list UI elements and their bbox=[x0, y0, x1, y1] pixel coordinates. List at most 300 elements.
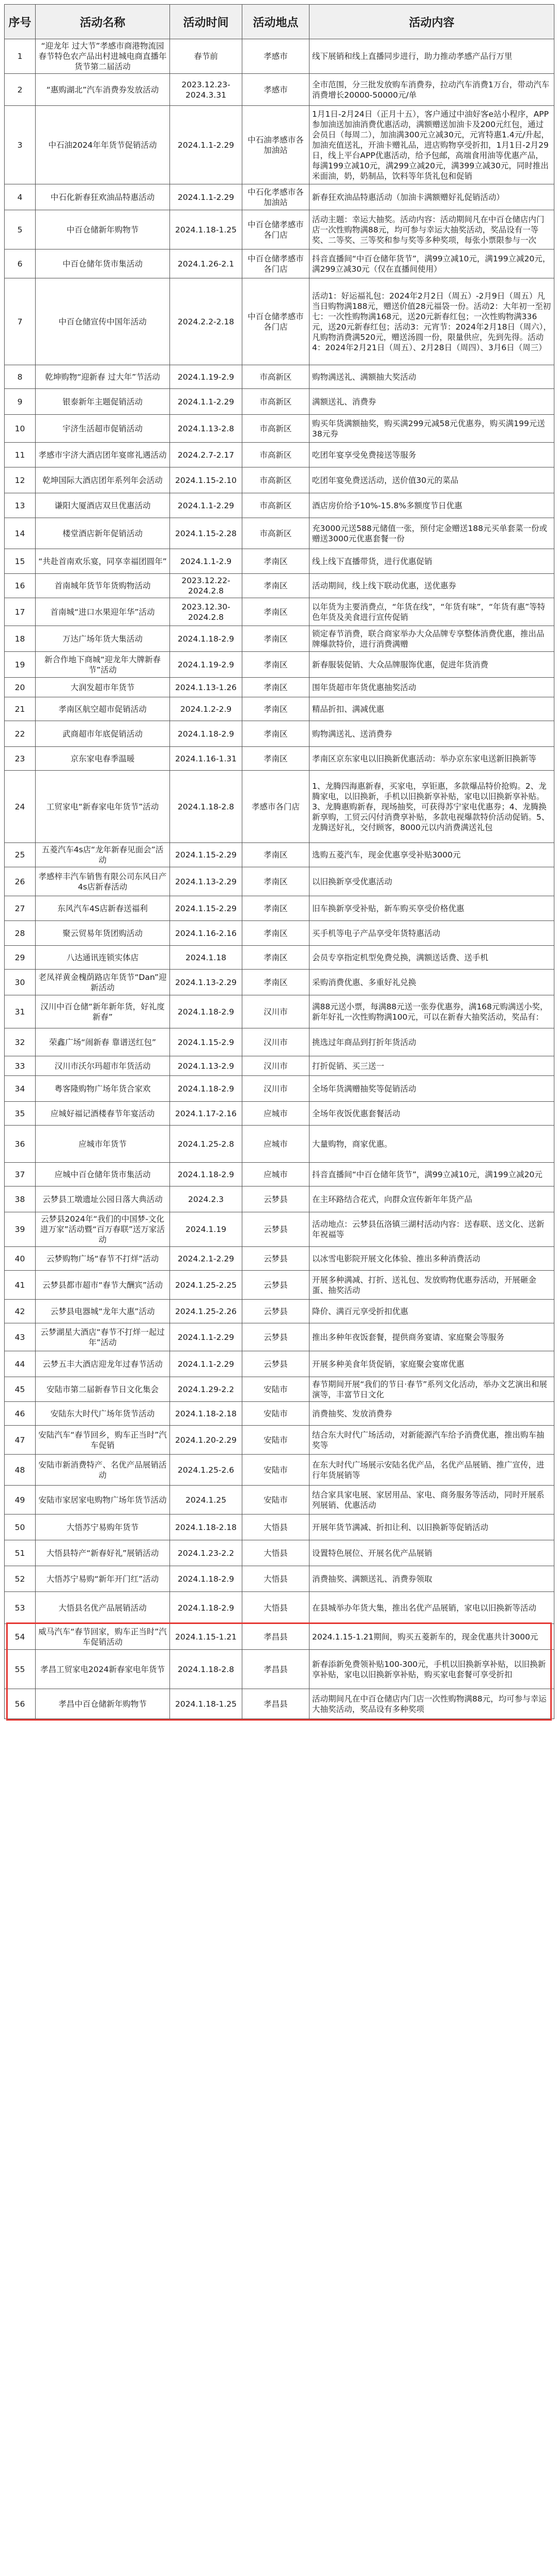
table-row bbox=[5, 549, 554, 574]
cell-place: 中百仓储孝感市各门店 bbox=[242, 249, 309, 278]
cell-time: 2024.1.1-2.29 bbox=[170, 493, 242, 518]
cell-time: 2024.1.23-2.2 bbox=[170, 1540, 242, 1566]
cell-place: 孝南区 bbox=[242, 747, 309, 771]
cell-num: 34 bbox=[5, 1076, 36, 1102]
cell-desc: 在县城举办年货大集，推出名优产品展销，家电以旧换新等活动 bbox=[309, 1592, 554, 1624]
table-row bbox=[5, 415, 554, 443]
cell-desc: 购物满送礼、满额抽大奖活动 bbox=[309, 365, 554, 389]
cell-place: 市高新区 bbox=[242, 415, 309, 443]
cell-name: “迎龙年 过大节”孝感市商港物流园春节特色农产品出村进城电商直播年货节第二届活动 bbox=[36, 39, 170, 74]
cell-place: 大悟县 bbox=[242, 1566, 309, 1592]
cell-time: 2024.1.16-1.31 bbox=[170, 747, 242, 771]
table-row bbox=[5, 747, 554, 771]
cell-name: 安陆市第二届新春节日文化集会 bbox=[36, 1377, 170, 1402]
cell-place: 汉川市 bbox=[242, 1076, 309, 1102]
cell-desc: 活动期间，线上线下联动优惠，送优惠券 bbox=[309, 574, 554, 598]
cell-name: 银泰新年主题促销活动 bbox=[36, 389, 170, 415]
cell-desc: 1月1日-2月24日（正月十五），客户通过中油好客e站小程序，APP参加油送加油消费优惠活动，满额赠送加油卡及200元红包，通过会员日（每周二），加油满300元立减30元，元宵特惠1.4元/升起，加油充值送礼，开油卡赠礼品，进店购物享受折扣，1月1日-2月29日，线上平台APP优惠活动，给予包邮，高端食用油等优惠产品，每满199立减10元，满299立减20元，满399立减30元，同时推出米面油，奶，奶制品，饮料等年货礼包和促销 bbox=[309, 106, 554, 184]
table-row bbox=[5, 771, 554, 843]
cell-time: 2024.1.25-2.6 bbox=[170, 1455, 242, 1486]
cell-num: 43 bbox=[5, 1323, 36, 1351]
cell-num: 32 bbox=[5, 1028, 36, 1056]
cell-time: 2024.1.1-2.29 bbox=[170, 389, 242, 415]
cell-name: 云梦县工墩遗址公园日落大典活动 bbox=[36, 1186, 170, 1212]
cell-place: 应城市 bbox=[242, 1163, 309, 1186]
cell-desc: 新春添新免费领补贴100-300元，手机以旧换新享补贴，以旧换新享补贴，家电以旧换新享补贴，购买家电套餐可享受折扣 bbox=[309, 1650, 554, 1689]
cell-name: 汉川市沃尔玛超市年货活动 bbox=[36, 1056, 170, 1076]
cell-desc: 活动主题：幸运大抽奖。活动内容：活动期间凡在中百仓储店内门店一次性购物满88元，均可参与幸运大抽奖活动，奖品设有一等奖、二等奖、三等奖和参与奖等多种奖项，每张小票限参与一次 bbox=[309, 210, 554, 249]
cell-num: 4 bbox=[5, 184, 36, 210]
cell-num: 19 bbox=[5, 652, 36, 678]
table-row bbox=[5, 1056, 554, 1076]
cell-num: 23 bbox=[5, 747, 36, 771]
cell-desc: 大量购物，商家优惠。 bbox=[309, 1126, 554, 1163]
cell-place: 孝南区 bbox=[242, 843, 309, 867]
table-row bbox=[5, 1163, 554, 1186]
table-row bbox=[5, 1377, 554, 1402]
cell-place: 市高新区 bbox=[242, 518, 309, 549]
table-header-row bbox=[5, 5, 554, 39]
cell-place: 安陆市 bbox=[242, 1486, 309, 1515]
cell-desc: 1、龙腾四海惠新春，买家电，享钜惠，多款爆品特价抢购。2、龙腾家电，以旧换新，手机以旧换新享补贴，家电以旧换新享补贴。3、龙腾惠购新春，现场抽奖，可获得苏宁家电优惠券；4、龙腾换新享购，工贸云闪付消费享补贴，多款电视爆款特价活动促销。5、龙腾送好礼，交付顾客，8000元以内消费满送礼包 bbox=[309, 771, 554, 843]
cell-time: 2024.2.1-2.29 bbox=[170, 1247, 242, 1271]
cell-name: 中百仓储新年购物节 bbox=[36, 210, 170, 249]
cell-time: 2024.1.18-2.9 bbox=[170, 995, 242, 1028]
cell-name: 安陆东大时代广场年货节活动 bbox=[36, 1402, 170, 1426]
document-page bbox=[4, 4, 554, 1719]
cell-desc: 选购五菱汽车，现金优惠享受补贴3000元 bbox=[309, 843, 554, 867]
cell-place: 中石油孝感市各加油站 bbox=[242, 106, 309, 184]
cell-desc: 开展年货节满减、折扣让利、以旧换新等促销活动 bbox=[309, 1515, 554, 1540]
cell-place: 孝南区 bbox=[242, 574, 309, 598]
cell-desc: 线下展销和线上直播同步进行，助力推动孝感产品行万里 bbox=[309, 39, 554, 74]
table-row bbox=[5, 626, 554, 652]
cell-name: 乾坤国际大酒店团年系列年会活动 bbox=[36, 467, 170, 493]
cell-place: 安陆市 bbox=[242, 1377, 309, 1402]
cell-desc: 旧车换新享受补贴，新车购买享受价格优惠 bbox=[309, 896, 554, 921]
header-time: 活动时间 bbox=[170, 5, 242, 39]
cell-time: 2023.12.30-2024.2.8 bbox=[170, 598, 242, 626]
cell-num: 1 bbox=[5, 39, 36, 74]
cell-num: 6 bbox=[5, 249, 36, 278]
cell-name: 安陆市新消费特产、名优产品展销活动 bbox=[36, 1455, 170, 1486]
cell-desc: 采购消费优惠、多重好礼兑换 bbox=[309, 970, 554, 995]
cell-time: 2024.1.18-1.25 bbox=[170, 210, 242, 249]
cell-place: 孝南区 bbox=[242, 970, 309, 995]
cell-time: 2024.1.1-2.29 bbox=[170, 1351, 242, 1377]
cell-num: 10 bbox=[5, 415, 36, 443]
cell-place: 云梦县 bbox=[242, 1212, 309, 1247]
table-row bbox=[5, 1351, 554, 1377]
cell-name: 中百仓储年货市集活动 bbox=[36, 249, 170, 278]
table-row bbox=[5, 843, 554, 867]
cell-num: 38 bbox=[5, 1186, 36, 1212]
cell-name: 楼堂酒店新年促销活动 bbox=[36, 518, 170, 549]
cell-time: 2024.1.25-2.8 bbox=[170, 1126, 242, 1163]
cell-num: 9 bbox=[5, 389, 36, 415]
cell-place: 孝昌县 bbox=[242, 1650, 309, 1689]
cell-place: 云梦县 bbox=[242, 1300, 309, 1323]
table-row bbox=[5, 1126, 554, 1163]
cell-time: 2024.1.1-2.29 bbox=[170, 1323, 242, 1351]
table-row bbox=[5, 74, 554, 106]
cell-name: 武商超市年底促销活动 bbox=[36, 721, 170, 747]
cell-num: 25 bbox=[5, 843, 36, 867]
cell-desc: 在东大时代广场展示安陆名优产品，名优产品展销、推广宣传，进行年货展销等 bbox=[309, 1455, 554, 1486]
cell-num: 42 bbox=[5, 1300, 36, 1323]
cell-desc: 锁定春节消费，联合商家举办大众品牌专享整体消费优惠，推出品牌爆款特价，进行消费满赠 bbox=[309, 626, 554, 652]
table-row bbox=[5, 1689, 554, 1719]
cell-name: 首南城年货节年货购物活动 bbox=[36, 574, 170, 598]
cell-name: 大悟县名优产品展销活动 bbox=[36, 1592, 170, 1624]
cell-time: 2024.1.15-2.29 bbox=[170, 896, 242, 921]
cell-place: 中百仓储孝感市各门店 bbox=[242, 278, 309, 365]
cell-num: 55 bbox=[5, 1650, 36, 1689]
cell-desc: 结合家具家电展、家居用品、家电、商务服务等活动，同时开展系列展销、优惠活动 bbox=[309, 1486, 554, 1515]
cell-time: 2024.1.25 bbox=[170, 1486, 242, 1515]
cell-time: 2024.1.1-2.29 bbox=[170, 184, 242, 210]
cell-place: 云梦县 bbox=[242, 1247, 309, 1271]
cell-time: 2024.1.18-2.8 bbox=[170, 1650, 242, 1689]
table-row bbox=[5, 598, 554, 626]
cell-place: 孝南区 bbox=[242, 946, 309, 970]
cell-num: 17 bbox=[5, 598, 36, 626]
cell-place: 云梦县 bbox=[242, 1271, 309, 1300]
cell-num: 56 bbox=[5, 1689, 36, 1719]
table-row bbox=[5, 1102, 554, 1126]
cell-time: 2024.1.18-2.9 bbox=[170, 1592, 242, 1624]
cell-num: 2 bbox=[5, 74, 36, 106]
cell-name: 新合作地下商城“迎龙年大牌新春节”活动 bbox=[36, 652, 170, 678]
cell-desc: 开展多种美食年货促销，家庭聚会宴席优惠 bbox=[309, 1351, 554, 1377]
cell-time: 2024.1.17-2.16 bbox=[170, 1102, 242, 1126]
cell-time: 2024.1.15-2.9 bbox=[170, 1028, 242, 1056]
cell-num: 40 bbox=[5, 1247, 36, 1271]
cell-time: 2024.1.19-2.9 bbox=[170, 652, 242, 678]
cell-time: 2024.1.19 bbox=[170, 1212, 242, 1247]
table-row bbox=[5, 1486, 554, 1515]
cell-name: 中石油2024年年货节促销活动 bbox=[36, 106, 170, 184]
cell-desc: 推出多种年夜饭套餐，提供商务宴请、家庭聚会等服务 bbox=[309, 1323, 554, 1351]
table-row bbox=[5, 1650, 554, 1689]
cell-name: 乾坤购物“迎新春 过大年”节活动 bbox=[36, 365, 170, 389]
cell-num: 21 bbox=[5, 697, 36, 721]
cell-desc: 充3000元送588元储值一张，预付定金赠送188元买单套菜一份或赠送3000元优惠套餐一份 bbox=[309, 518, 554, 549]
cell-place: 应城市 bbox=[242, 1102, 309, 1126]
cell-name: 荣鑫广场“闹新春 靠谱送红包” bbox=[36, 1028, 170, 1056]
cell-name: 应城市年货节 bbox=[36, 1126, 170, 1163]
cell-place: 中石化孝感市各加油站 bbox=[242, 184, 309, 210]
cell-time: 春节前 bbox=[170, 39, 242, 74]
table-row bbox=[5, 1566, 554, 1592]
cell-name: 大润发超市年货节 bbox=[36, 678, 170, 697]
cell-num: 53 bbox=[5, 1592, 36, 1624]
cell-time: 2024.1.15-2.10 bbox=[170, 467, 242, 493]
cell-desc: 结合东大时代广场活动，对新能源汽车给予消费优惠，推出购车抽奖等 bbox=[309, 1426, 554, 1455]
cell-place: 汉川市 bbox=[242, 1028, 309, 1056]
cell-num: 27 bbox=[5, 896, 36, 921]
cell-desc: 降价、满百元享受折扣优惠 bbox=[309, 1300, 554, 1323]
table-row bbox=[5, 995, 554, 1028]
cell-place: 汉川市 bbox=[242, 1056, 309, 1076]
cell-time: 2024.1.2-2.9 bbox=[170, 697, 242, 721]
cell-num: 41 bbox=[5, 1271, 36, 1300]
cell-desc: 孝南区京东家电以旧换新优惠活动：举办京东家电送新旧换新等 bbox=[309, 747, 554, 771]
cell-name: 孝昌工贸家电2024新春家电年货节 bbox=[36, 1650, 170, 1689]
cell-time: 2024.1.13-2.9 bbox=[170, 1056, 242, 1076]
cell-num: 11 bbox=[5, 443, 36, 467]
table-row bbox=[5, 896, 554, 921]
cell-place: 孝感市各门店 bbox=[242, 771, 309, 843]
header-num: 序号 bbox=[5, 5, 36, 39]
cell-desc: 满额送礼、消费券 bbox=[309, 389, 554, 415]
cell-desc: 全市范围，分三批发放购车消费券，拉动汽车消费1万台，带动汽车消费增长20000-50000元/单 bbox=[309, 74, 554, 106]
cell-time: 2024.1.18-2.9 bbox=[170, 1163, 242, 1186]
cell-time: 2024.2.3 bbox=[170, 1186, 242, 1212]
cell-name: 京东家电春季温暖 bbox=[36, 747, 170, 771]
cell-desc: 满88元送小票，每满88元送一张券优惠券，满168元购满送小奖，新年好礼一次性购物满100元，可以在新春大抽奖活动，奖品有： bbox=[309, 995, 554, 1028]
cell-place: 云梦县 bbox=[242, 1186, 309, 1212]
cell-desc: 活动1：好运福礼包：2024年2月2日（周五）-2月9日（周五）凡当日购物满188元，赠送价值28元福袋一份。活动2：大年初一至初七：一次性购物满168元，送20元新春红包；一次性购物满336元，送20元新春红包；活动3：元宵节：2024年2月18日（周六），凡购物消费满520元，赠送汤圆一份，限量供应，先到先得。活动4：2024年2月21日（周五）、2月28日（周四）、3月6日（周三） bbox=[309, 278, 554, 365]
cell-place: 市高新区 bbox=[242, 365, 309, 389]
cell-name: 五菱汽车4s店“龙年新春见面会”活动 bbox=[36, 843, 170, 867]
table-row bbox=[5, 1402, 554, 1426]
cell-place: 安陆市 bbox=[242, 1426, 309, 1455]
cell-num: 30 bbox=[5, 970, 36, 995]
table-row bbox=[5, 1515, 554, 1540]
table-row bbox=[5, 921, 554, 946]
cell-desc: 吃团年宴享受免费接送等服务 bbox=[309, 443, 554, 467]
cell-name: 万达广场年货大集活动 bbox=[36, 626, 170, 652]
cell-desc: 新春狂欢油品特惠活动（加油卡满额赠好礼促销活动） bbox=[309, 184, 554, 210]
cell-num: 29 bbox=[5, 946, 36, 970]
cell-place: 安陆市 bbox=[242, 1455, 309, 1486]
cell-desc: 消费抽奖、满额送礼、消费券领取 bbox=[309, 1566, 554, 1592]
cell-name: 云梦县电器城“龙年大惠”活动 bbox=[36, 1300, 170, 1323]
cell-num: 51 bbox=[5, 1540, 36, 1566]
cell-num: 24 bbox=[5, 771, 36, 843]
cell-num: 26 bbox=[5, 867, 36, 896]
cell-num: 46 bbox=[5, 1402, 36, 1426]
cell-desc: 抖音直播间“中百仓储年货节”，满99立减10元，满199立减20元 bbox=[309, 1163, 554, 1186]
cell-place: 应城市 bbox=[242, 1126, 309, 1163]
cell-desc: 围年货超市年货优惠抽奖活动 bbox=[309, 678, 554, 697]
table-row bbox=[5, 652, 554, 678]
cell-place: 云梦县 bbox=[242, 1323, 309, 1351]
table-row bbox=[5, 184, 554, 210]
cell-desc: 精品折扣、满减优惠 bbox=[309, 697, 554, 721]
table-row bbox=[5, 1540, 554, 1566]
cell-place: 孝南区 bbox=[242, 697, 309, 721]
cell-place: 孝南区 bbox=[242, 678, 309, 697]
table-row bbox=[5, 1212, 554, 1247]
table-row bbox=[5, 721, 554, 747]
cell-name: 老凤祥黄金槐荫路店年货节“Dan”迎新活动 bbox=[36, 970, 170, 995]
table-row bbox=[5, 1455, 554, 1486]
table-row bbox=[5, 389, 554, 415]
cell-name: 大悟县特产“新春好礼”展销活动 bbox=[36, 1540, 170, 1566]
table-row bbox=[5, 467, 554, 493]
cell-desc: 购买年货满额抽奖，购买满299元减58元优惠券，购买满199元送38元券 bbox=[309, 415, 554, 443]
table-row bbox=[5, 518, 554, 549]
table-row bbox=[5, 1271, 554, 1300]
cell-desc: 消费抽奖、发放消费券 bbox=[309, 1402, 554, 1426]
cell-time: 2024.1.18-2.8 bbox=[170, 771, 242, 843]
cell-time: 2024.1.1-2.29 bbox=[170, 106, 242, 184]
cell-time: 2024.1.18 bbox=[170, 946, 242, 970]
cell-num: 39 bbox=[5, 1212, 36, 1247]
table-row bbox=[5, 443, 554, 467]
cell-num: 31 bbox=[5, 995, 36, 1028]
cell-num: 44 bbox=[5, 1351, 36, 1377]
cell-time: 2024.1.15-2.29 bbox=[170, 843, 242, 867]
cell-name: “惠购湖北”汽车消费券发放活动 bbox=[36, 74, 170, 106]
cell-time: 2024.1.29-2.2 bbox=[170, 1377, 242, 1402]
cell-name: 中百仓储宣传中国年活动 bbox=[36, 278, 170, 365]
cell-desc: 活动地点：云梦县伍洛镇三湖村活动内容：送春联、送文化、送新年祝福等 bbox=[309, 1212, 554, 1247]
cell-num: 33 bbox=[5, 1056, 36, 1076]
cell-place: 孝南区 bbox=[242, 721, 309, 747]
cell-name: 谦阳大厦酒店双旦优惠活动 bbox=[36, 493, 170, 518]
cell-name: 云梦县2024年“我们的中国梦-文化进万家”活动暨“百万春联”送万家活动 bbox=[36, 1212, 170, 1247]
cell-place: 孝南区 bbox=[242, 598, 309, 626]
cell-place: 孝南区 bbox=[242, 896, 309, 921]
cell-name: 东风汽车4S店新春送福利 bbox=[36, 896, 170, 921]
cell-name: 安陆市家居家电购物广场年货节活动 bbox=[36, 1486, 170, 1515]
cell-name: 八达通讯连锁实体店 bbox=[36, 946, 170, 970]
cell-desc: 2024.1.15-1.21期间，购买五菱新车的，现金优惠共计3000元 bbox=[309, 1624, 554, 1650]
table-row bbox=[5, 1426, 554, 1455]
cell-name: 云梦湖星大酒店“春节不打烊一起过年”活动 bbox=[36, 1323, 170, 1351]
table-row bbox=[5, 697, 554, 721]
cell-num: 8 bbox=[5, 365, 36, 389]
cell-place: 市高新区 bbox=[242, 493, 309, 518]
table-row bbox=[5, 1592, 554, 1624]
table-row bbox=[5, 1323, 554, 1351]
cell-name: 应城好福记酒楼春节年宴活动 bbox=[36, 1102, 170, 1126]
cell-num: 45 bbox=[5, 1377, 36, 1402]
cell-desc: 吃团年宴免费送活动，送价值30元的菜品 bbox=[309, 467, 554, 493]
table-row bbox=[5, 1247, 554, 1271]
cell-place: 孝昌县 bbox=[242, 1624, 309, 1650]
cell-name: 工贸家电“新春家电年货节”活动 bbox=[36, 771, 170, 843]
table-row bbox=[5, 106, 554, 184]
cell-place: 云梦县 bbox=[242, 1351, 309, 1377]
table-row bbox=[5, 1300, 554, 1323]
cell-num: 14 bbox=[5, 518, 36, 549]
cell-time: 2024.1.13-2.29 bbox=[170, 867, 242, 896]
cell-name: 宇济生活超市促销活动 bbox=[36, 415, 170, 443]
cell-desc: 活动期间凡在中百仓储店内门店一次性购物满88元，均可参与幸运大抽奖活动，奖品设有多种奖项 bbox=[309, 1689, 554, 1719]
table-row bbox=[5, 1076, 554, 1102]
cell-desc: 全场年货满赠抽奖等促销活动 bbox=[309, 1076, 554, 1102]
cell-place: 大悟县 bbox=[242, 1540, 309, 1566]
cell-num: 36 bbox=[5, 1126, 36, 1163]
cell-num: 7 bbox=[5, 278, 36, 365]
cell-place: 中百仓储孝感市各门店 bbox=[242, 210, 309, 249]
cell-time: 2024.1.20-2.29 bbox=[170, 1426, 242, 1455]
cell-desc: 以冰雪电影院开展文化体验、推出多种消费活动 bbox=[309, 1247, 554, 1271]
cell-num: 37 bbox=[5, 1163, 36, 1186]
cell-time: 2024.1.25-2.25 bbox=[170, 1271, 242, 1300]
cell-num: 35 bbox=[5, 1102, 36, 1126]
cell-place: 市高新区 bbox=[242, 467, 309, 493]
table-row bbox=[5, 1186, 554, 1212]
cell-num: 12 bbox=[5, 467, 36, 493]
cell-name: 汉川中百仓储“新年新年货，好礼度新春” bbox=[36, 995, 170, 1028]
cell-name: 云梦购物广场“春节不打烊”活动 bbox=[36, 1247, 170, 1271]
events-table bbox=[4, 4, 554, 1719]
cell-place: 孝感市 bbox=[242, 74, 309, 106]
cell-time: 2024.1.18-1.25 bbox=[170, 1689, 242, 1719]
cell-time: 2024.2.7-2.17 bbox=[170, 443, 242, 467]
cell-time: 2024.1.13-2.8 bbox=[170, 415, 242, 443]
cell-desc: 以年货为主要消费点，“年货在线”，“年货有味”，“年货有惠”等特色年货及美食进行宣传促销 bbox=[309, 598, 554, 626]
cell-time: 2024.1.18-2.18 bbox=[170, 1402, 242, 1426]
cell-place: 孝昌县 bbox=[242, 1689, 309, 1719]
cell-name: 中石化新春狂欢油品特惠活动 bbox=[36, 184, 170, 210]
cell-place: 孝南区 bbox=[242, 867, 309, 896]
cell-name: 孝南区航空超市促销活动 bbox=[36, 697, 170, 721]
cell-time: 2024.1.15-2.28 bbox=[170, 518, 242, 549]
cell-time: 2024.2.2-2.18 bbox=[170, 278, 242, 365]
table-row bbox=[5, 210, 554, 249]
cell-desc: 会员专享指定机型免费兑换，满额送话费、送手机 bbox=[309, 946, 554, 970]
cell-place: 大悟县 bbox=[242, 1592, 309, 1624]
cell-desc: 以旧换新享受优惠活动 bbox=[309, 867, 554, 896]
cell-time: 2024.1.13-2.29 bbox=[170, 970, 242, 995]
cell-place: 市高新区 bbox=[242, 389, 309, 415]
cell-num: 22 bbox=[5, 721, 36, 747]
cell-place: 孝南区 bbox=[242, 652, 309, 678]
table-row bbox=[5, 493, 554, 518]
cell-desc: 挑选过年商品到打折年货活动 bbox=[309, 1028, 554, 1056]
cell-name: 孝昌中百仓储新年购物节 bbox=[36, 1689, 170, 1719]
cell-time: 2024.1.18-2.9 bbox=[170, 626, 242, 652]
cell-name: 威马汽车“春节回家，购车正当时”汽车促销活动 bbox=[36, 1624, 170, 1650]
cell-place: 汉川市 bbox=[242, 995, 309, 1028]
cell-time: 2024.1.15-1.21 bbox=[170, 1624, 242, 1650]
cell-name: “共赴首南欢乐宴，同享幸福团圆年” bbox=[36, 549, 170, 574]
cell-num: 50 bbox=[5, 1515, 36, 1540]
cell-time: 2024.1.25-2.26 bbox=[170, 1300, 242, 1323]
cell-time: 2024.1.19-2.9 bbox=[170, 365, 242, 389]
cell-desc: 春节期间开展“我们的节日·春节”系列文化活动，举办文艺演出和展演等，丰富节日文化 bbox=[309, 1377, 554, 1402]
cell-name: 安陆汽车“春节回乡，购车正当时”汽车促销 bbox=[36, 1426, 170, 1455]
cell-num: 20 bbox=[5, 678, 36, 697]
cell-num: 47 bbox=[5, 1426, 36, 1455]
cell-name: 云梦县都市超市“春节大酬宾”活动 bbox=[36, 1271, 170, 1300]
cell-place: 孝南区 bbox=[242, 549, 309, 574]
cell-desc: 买手机等电子产品享受年货特惠活动 bbox=[309, 921, 554, 946]
header-name: 活动名称 bbox=[36, 5, 170, 39]
cell-num: 54 bbox=[5, 1624, 36, 1650]
cell-num: 52 bbox=[5, 1566, 36, 1592]
cell-time: 2024.1.18-2.18 bbox=[170, 1515, 242, 1540]
cell-desc: 设置特色展位、开展名优产品展销 bbox=[309, 1540, 554, 1566]
table-row bbox=[5, 1624, 554, 1650]
cell-num: 18 bbox=[5, 626, 36, 652]
table-row bbox=[5, 867, 554, 896]
cell-desc: 新春服装促销、大众品牌服饰优惠，促进年货消费 bbox=[309, 652, 554, 678]
cell-desc: 全场年夜饭优惠套餐活动 bbox=[309, 1102, 554, 1126]
cell-time: 2024.1.16-2.16 bbox=[170, 921, 242, 946]
cell-name: 聚云贸易年货团购活动 bbox=[36, 921, 170, 946]
cell-name: 大悟苏宁易购“新年开门红”活动 bbox=[36, 1566, 170, 1592]
cell-name: 孝感市宇济大酒店团年宴席礼遇活动 bbox=[36, 443, 170, 467]
cell-desc: 开展多种满减、打折、送礼包、发放购物优惠券活动，开展砸金蛋、抽奖活动 bbox=[309, 1271, 554, 1300]
cell-num: 49 bbox=[5, 1486, 36, 1515]
